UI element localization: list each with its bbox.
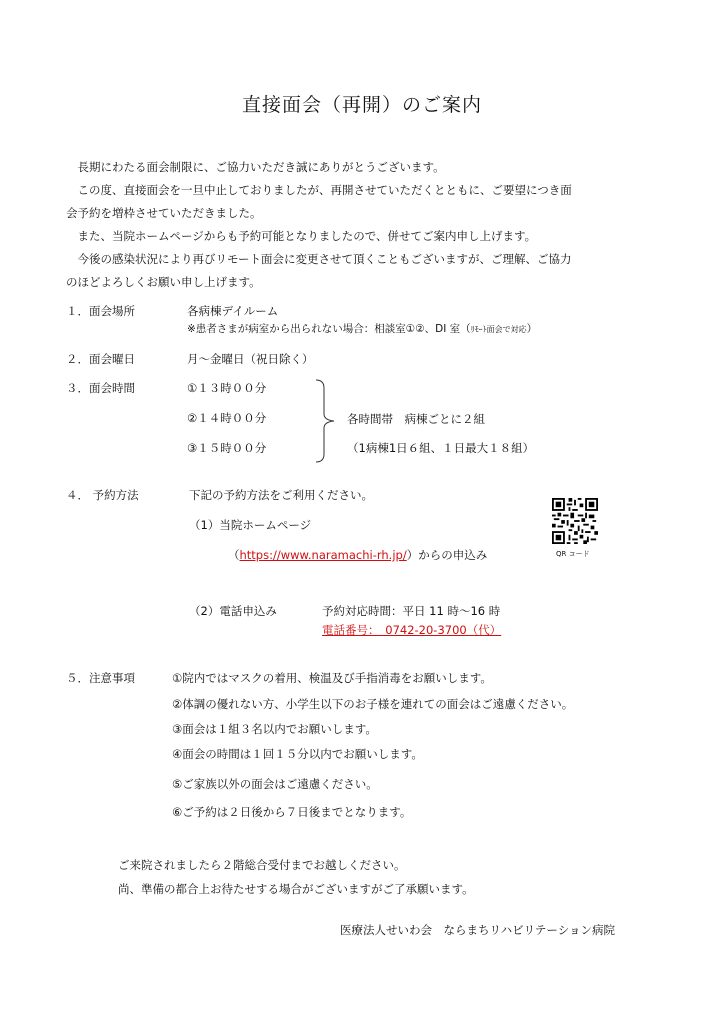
section-place-label: １．面会場所 [66, 304, 135, 318]
booking-hours: 予約対応時間：平日 11 時～16 時 [322, 604, 501, 618]
booking-method-1: （1）当院ホームページ [189, 518, 312, 532]
homepage-link[interactable]: https://www.naramachi-rh.jp/ [239, 548, 407, 562]
url-paren-close: ）からの申込み [406, 548, 488, 562]
section-place-note-main: ※患者さまが病室から出られない場合：相談室①②、DI 室（ [187, 323, 471, 335]
time-group-note: （1病棟1日６組、１日最大１８組） [347, 441, 535, 455]
url-paren-open: （ [228, 548, 240, 562]
intro-line-4: また、当院ホームページからも予約可能となりましたので、併せてご案内申し上げます。 [66, 229, 537, 243]
section-place-note-small: ﾘﾓｰﾄ面会で対応 [470, 325, 527, 334]
phone-number[interactable]: 電話番号： 0742-20-3700（代） [322, 623, 502, 637]
intro-line-1: 長期にわたる面会制限に、ご協力いただき誠にありがとうございます。 [66, 160, 445, 174]
booking-url-line [228, 547, 487, 563]
qr-code-label: QR コード [556, 550, 590, 558]
booking-method-2: （2）電話申込み [189, 604, 277, 618]
booking-intro: 下記の予約方法をご利用ください。 [189, 488, 373, 502]
closing-line-2: 尚、準備の都合上お待たせする場合がございますがご了承願います。 [118, 882, 474, 896]
note-item-4: ④面会の時間は１回１５分以内でお願いします。 [172, 747, 423, 761]
section-booking-label: ４． 予約方法 [66, 488, 139, 502]
note-item-2: ②体調の優れない方、小学生以下のお子様を連れての面会はご遠慮ください。 [172, 697, 574, 711]
section-times-label: ３．面会時間 [66, 381, 135, 395]
intro-line-5: 今後の感染状況により再びリモート面会に変更させて頂くこともございますが、ご理解、ご協力 [66, 252, 572, 266]
section-days-label: ２．面会曜日 [66, 352, 135, 366]
section-days-value: 月～金曜日（祝日除く） [187, 352, 314, 366]
time-slot-3: ③１５時００分 [187, 441, 267, 455]
intro-line-2: この度、直接面会を一旦中止しておりましたが、再開させていただくとともに、ご要望につき面 [66, 183, 572, 197]
time-slot-2: ②１４時００分 [187, 411, 267, 425]
section-place-value: 各病棟デイルーム [187, 304, 279, 318]
intro-line-3: 会予約を増枠させていただきました。 [66, 206, 262, 220]
qr-code-icon[interactable] [552, 498, 598, 544]
section-place-note [187, 321, 537, 336]
time-slot-1: ①１３時００分 [187, 381, 267, 395]
intro-line-6: のほどよろしくお願い申し上げます。 [66, 275, 261, 289]
signature: 医療法人せいわ会 ならまちリハビリテーション病院 [340, 923, 615, 937]
section-notes-label: ５．注意事項 [66, 671, 135, 685]
note-item-3: ③面会は１組３名以内でお願いします。 [172, 722, 377, 736]
section-place-note-end: ） [526, 323, 538, 335]
time-group-text: 各時間帯 病棟ごとに２組 [347, 412, 485, 426]
note-item-1: ①院内ではマスクの着用、検温及び手指消毒をお願いします。 [172, 671, 492, 685]
page-title: 直接面会（再開）のご案内 [241, 94, 482, 116]
note-item-6: ⑥ご予約は２日後から７日後までとなります。 [172, 805, 412, 819]
closing-line-1: ご来院されましたら２階総合受付までお越しください。 [118, 858, 406, 872]
note-item-5: ⑤ご家族以外の面会はご遠慮ください。 [172, 777, 378, 791]
brace-icon [314, 378, 344, 464]
